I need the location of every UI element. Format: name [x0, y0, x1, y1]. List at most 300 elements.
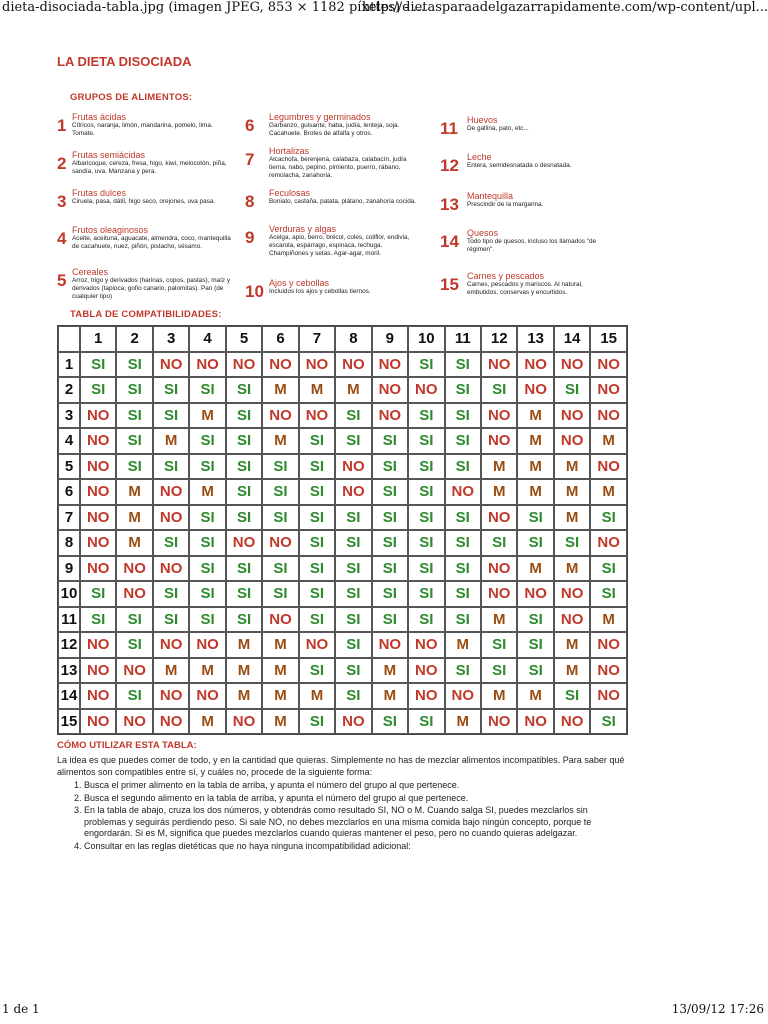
- compat-cell: SI: [189, 428, 225, 454]
- table-row: [58, 428, 627, 454]
- compat-cell: SI: [517, 658, 553, 684]
- column-header: 4: [189, 326, 225, 352]
- compat-cell: SI: [517, 607, 553, 633]
- compat-cell: SI: [517, 530, 553, 556]
- group-name: Frutos oleaginosos: [72, 225, 149, 235]
- compat-cell: SI: [408, 403, 444, 429]
- compat-cell: NO: [335, 454, 371, 480]
- compat-cell: SI: [189, 581, 225, 607]
- compat-cell: NO: [481, 428, 517, 454]
- compat-cell: NO: [481, 709, 517, 735]
- group-name: Huevos: [467, 115, 498, 125]
- group-description: Garbanzo, guisante, haba, judía, lenteja, soja. Cacahuete. Brotes de alfalfa y otros.: [269, 122, 400, 137]
- compat-cell: SI: [335, 683, 371, 709]
- table-header-row: [58, 326, 627, 352]
- footer-page: 1 de 1: [2, 1002, 40, 1016]
- compat-cell: SI: [335, 607, 371, 633]
- compat-cell: SI: [153, 454, 189, 480]
- compat-cell: M: [262, 658, 298, 684]
- compat-cell: M: [189, 403, 225, 429]
- compat-cell: SI: [153, 403, 189, 429]
- group-number: 9: [245, 228, 255, 247]
- compat-cell: M: [481, 479, 517, 505]
- group-description: Todo tipo de quesos, incluso los llamados "de régimen".: [467, 238, 597, 253]
- compat-cell: NO: [445, 479, 481, 505]
- column-header: 9: [372, 326, 408, 352]
- group-name: Feculosas: [269, 188, 311, 198]
- compat-cell: SI: [372, 505, 408, 531]
- step-item: 2. Busca el segundo alimento en la tabla de arriba, y apunta el número del grupo al que pertenece.: [84, 793, 627, 805]
- group-description: Incluidos los ajos y cebollas tiernos.: [269, 288, 371, 295]
- step-item: 4. Consultar en las reglas dietéticas que no haya ninguna incompatibilidad adicional:: [84, 841, 627, 853]
- compat-cell: SI: [590, 556, 627, 582]
- group-description: Prescindir de la margarina.: [467, 201, 544, 208]
- how-to-section: [57, 740, 627, 853]
- compat-cell: NO: [153, 352, 189, 378]
- row-header: 13: [58, 658, 80, 684]
- column-header: 1: [80, 326, 116, 352]
- row-header: 8: [58, 530, 80, 556]
- compat-cell: SI: [189, 556, 225, 582]
- compat-cell: NO: [226, 530, 262, 556]
- compat-cell: SI: [226, 454, 262, 480]
- compat-cell: SI: [189, 607, 225, 633]
- group-name: Frutas dulces: [72, 188, 127, 198]
- compat-cell: SI: [116, 403, 152, 429]
- compat-cell: NO: [153, 709, 189, 735]
- compat-cell: NO: [80, 556, 116, 582]
- table-row: [58, 403, 627, 429]
- compat-cell: SI: [262, 454, 298, 480]
- compat-cell: SI: [408, 505, 444, 531]
- compat-cell: SI: [481, 658, 517, 684]
- compat-cell: NO: [517, 581, 553, 607]
- compat-cell: SI: [262, 581, 298, 607]
- compat-cell: SI: [189, 454, 225, 480]
- row-header: 6: [58, 479, 80, 505]
- compat-cell: NO: [335, 479, 371, 505]
- compat-cell: SI: [590, 505, 627, 531]
- compat-cell: SI: [299, 505, 335, 531]
- compat-cell: SI: [116, 632, 152, 658]
- compat-cell: NO: [153, 556, 189, 582]
- compat-cell: NO: [299, 352, 335, 378]
- group-name: Hortalizas: [269, 146, 310, 156]
- compat-cell: NO: [80, 505, 116, 531]
- compat-cell: NO: [554, 581, 590, 607]
- group-number: 6: [245, 116, 255, 135]
- compat-cell: SI: [372, 454, 408, 480]
- compat-cell: SI: [335, 403, 371, 429]
- how-to-steps: [57, 780, 627, 852]
- compat-cell: SI: [335, 428, 371, 454]
- compat-cell: SI: [408, 556, 444, 582]
- compat-cell: NO: [590, 403, 627, 429]
- compat-cell: NO: [80, 530, 116, 556]
- compat-cell: SI: [262, 556, 298, 582]
- group-number: 7: [245, 150, 255, 169]
- compat-cell: M: [554, 556, 590, 582]
- compat-cell: M: [262, 683, 298, 709]
- column-header: 14: [554, 326, 590, 352]
- compat-cell: M: [554, 632, 590, 658]
- row-header: 4: [58, 428, 80, 454]
- compat-cell: SI: [226, 505, 262, 531]
- step-item: 1. Busca el primer alimento en la tabla de arriba, y apunta el número del grupo al que pertenece.: [84, 780, 627, 792]
- table-row: [58, 454, 627, 480]
- row-header: 15: [58, 709, 80, 735]
- group-description: Alcachofa, berenjena, calabaza, calabacín, judía tierna, nabo, pepino, pimiento, puerro, rábano, remolacha, zanahoria.: [269, 156, 407, 179]
- header-url: http://dietasparaadelgazarrapidamente.com/wp-content/upl...: [361, 0, 768, 15]
- compat-cell: SI: [299, 454, 335, 480]
- compat-cell: SI: [517, 505, 553, 531]
- compat-cell: NO: [517, 377, 553, 403]
- compat-cell: SI: [80, 377, 116, 403]
- group-number: 3: [57, 192, 67, 211]
- compat-cell: M: [554, 505, 590, 531]
- compat-cell: NO: [153, 632, 189, 658]
- compat-cell: NO: [590, 658, 627, 684]
- compat-cell: SI: [153, 607, 189, 633]
- group-name: Ajos y cebollas: [269, 278, 330, 288]
- compat-cell: SI: [153, 530, 189, 556]
- compat-cell: SI: [554, 683, 590, 709]
- compat-cell: M: [554, 658, 590, 684]
- compat-cell: NO: [408, 683, 444, 709]
- compat-cell: SI: [445, 428, 481, 454]
- compat-cell: NO: [408, 632, 444, 658]
- compat-cell: M: [299, 683, 335, 709]
- group-description: Albaricoque, cereza, fresa, higo, kiwi, melocotón, piña, sandía, uva. Manzana y pera.: [72, 160, 227, 175]
- compat-cell: SI: [116, 683, 152, 709]
- compat-cell: NO: [372, 352, 408, 378]
- table-row: [58, 709, 627, 735]
- compat-cell: SI: [335, 556, 371, 582]
- how-to-heading: CÓMO UTILIZAR ESTA TABLA:: [57, 740, 197, 751]
- compat-cell: NO: [116, 658, 152, 684]
- compat-cell: NO: [372, 403, 408, 429]
- group-number: 4: [57, 229, 67, 248]
- compat-cell: M: [517, 683, 553, 709]
- table-row: [58, 556, 627, 582]
- table-row: [58, 607, 627, 633]
- compat-cell: NO: [590, 530, 627, 556]
- compat-cell: NO: [153, 479, 189, 505]
- compat-cell: SI: [445, 352, 481, 378]
- compat-cell: SI: [445, 658, 481, 684]
- row-header: 9: [58, 556, 80, 582]
- compat-cell: SI: [262, 479, 298, 505]
- compat-cell: NO: [481, 352, 517, 378]
- compat-cell: SI: [299, 607, 335, 633]
- group-name: Frutas semiácidas: [72, 150, 146, 160]
- compat-cell: NO: [335, 709, 371, 735]
- compat-cell: SI: [189, 377, 225, 403]
- browser-print-footer: [0, 1002, 768, 1018]
- compat-cell: NO: [80, 479, 116, 505]
- compat-cell: SI: [80, 581, 116, 607]
- column-header: 6: [262, 326, 298, 352]
- compat-cell: M: [481, 607, 517, 633]
- group-number: 13: [440, 195, 459, 214]
- compat-cell: SI: [116, 352, 152, 378]
- compat-cell: NO: [226, 352, 262, 378]
- compat-cell: SI: [335, 632, 371, 658]
- group-name: Cereales: [72, 267, 109, 277]
- compat-cell: M: [372, 683, 408, 709]
- compat-cell: NO: [590, 377, 627, 403]
- compat-cell: SI: [481, 632, 517, 658]
- compat-cell: SI: [372, 556, 408, 582]
- group-number: 10: [245, 282, 264, 301]
- group-name: Carnes y pescados: [467, 271, 545, 281]
- compat-cell: SI: [372, 428, 408, 454]
- compat-cell: NO: [299, 632, 335, 658]
- table-row: [58, 352, 627, 378]
- group-name: Verduras y algas: [269, 224, 337, 234]
- compat-cell: SI: [299, 658, 335, 684]
- group-description: Arroz, trigo y derivados (harinas, copos, pastas), maíz y derivados (tapioca, gofio canario, palomitas). Pan (de cualquier tipo): [72, 277, 231, 300]
- compat-cell: NO: [408, 658, 444, 684]
- compat-cell: M: [554, 479, 590, 505]
- compat-cell: NO: [372, 377, 408, 403]
- compat-cell: SI: [408, 709, 444, 735]
- compat-cell: SI: [80, 352, 116, 378]
- group-name: Legumbres y germinados: [269, 112, 371, 122]
- table-row: [58, 479, 627, 505]
- compat-cell: SI: [116, 607, 152, 633]
- compat-cell: SI: [153, 377, 189, 403]
- compat-cell: SI: [445, 530, 481, 556]
- compat-cell: M: [517, 556, 553, 582]
- row-header: 5: [58, 454, 80, 480]
- group-description: Cítricos, naranja, limón, mandarina, pomelo, lima. Tomate.: [72, 122, 213, 137]
- compat-cell: SI: [445, 556, 481, 582]
- group-description: Ciruela, pasa, dátil, higo seco, orejones, uva pasa.: [72, 198, 216, 205]
- compat-cell: SI: [226, 403, 262, 429]
- row-header: 2: [58, 377, 80, 403]
- compat-cell: SI: [116, 377, 152, 403]
- compat-cell: SI: [299, 428, 335, 454]
- compat-cell: NO: [116, 556, 152, 582]
- compat-cell: SI: [226, 556, 262, 582]
- group-name: Leche: [467, 152, 492, 162]
- column-header: 11: [445, 326, 481, 352]
- column-header: 2: [116, 326, 152, 352]
- compat-cell: SI: [554, 530, 590, 556]
- compat-cell: SI: [226, 377, 262, 403]
- group-name: Frutas ácidas: [72, 112, 127, 122]
- compat-cell: SI: [372, 479, 408, 505]
- compat-cell: NO: [590, 683, 627, 709]
- compat-cell: SI: [372, 607, 408, 633]
- compat-cell: SI: [481, 377, 517, 403]
- compat-cell: M: [262, 632, 298, 658]
- compat-cell: M: [299, 377, 335, 403]
- compat-cell: M: [517, 454, 553, 480]
- compat-cell: SI: [116, 428, 152, 454]
- compat-cell: M: [590, 607, 627, 633]
- compat-cell: SI: [481, 530, 517, 556]
- compat-cell: NO: [481, 505, 517, 531]
- table-row: [58, 632, 627, 658]
- compat-cell: NO: [481, 403, 517, 429]
- compat-cell: M: [226, 683, 262, 709]
- compat-cell: M: [262, 428, 298, 454]
- compat-cell: NO: [262, 352, 298, 378]
- header-title: dieta-disociada-tabla.jpg (imagen JPEG, 853 × 1182 píxeles) - ...: [2, 0, 426, 15]
- compat-cell: SI: [590, 709, 627, 735]
- compat-cell: M: [116, 530, 152, 556]
- compat-cell: SI: [116, 454, 152, 480]
- compat-cell: SI: [372, 530, 408, 556]
- compat-cell: SI: [445, 403, 481, 429]
- compat-cell: NO: [372, 632, 408, 658]
- compat-cell: M: [481, 683, 517, 709]
- compat-cell: M: [445, 709, 481, 735]
- compat-cell: NO: [80, 658, 116, 684]
- compat-cell: M: [262, 377, 298, 403]
- compat-cell: NO: [80, 632, 116, 658]
- compat-cell: NO: [80, 428, 116, 454]
- compat-cell: SI: [408, 428, 444, 454]
- row-header: 12: [58, 632, 80, 658]
- footer-date: 13/09/12 17:26: [671, 1002, 764, 1016]
- compat-cell: NO: [262, 607, 298, 633]
- compat-cell: NO: [262, 530, 298, 556]
- row-header: 7: [58, 505, 80, 531]
- column-header: 3: [153, 326, 189, 352]
- group-number: 11: [440, 119, 458, 138]
- compat-cell: M: [153, 658, 189, 684]
- table-row: [58, 377, 627, 403]
- compat-cell: SI: [408, 607, 444, 633]
- compat-cell: M: [189, 658, 225, 684]
- group-number: 15: [440, 275, 459, 294]
- compat-cell: SI: [590, 581, 627, 607]
- group-number: 5: [57, 271, 67, 290]
- group-description: Acelga, apio, berro, brécol, coles, coliflor, endivia, escarola, espárrago, espinaca, lechuga. Champiñones y setas. Agar-agar, moril.: [269, 234, 410, 257]
- compat-cell: M: [481, 454, 517, 480]
- compat-cell: M: [590, 479, 627, 505]
- compat-cell: SI: [226, 607, 262, 633]
- how-to-intro: La idea es que puedes comer de todo, y en la cantidad que quieras. Simplemente no has de mezclar alimentos incompatibles. Para saber qué alimentos son compatibles entre sí, y cuáles no, procede de la siguiente forma:: [57, 755, 625, 777]
- compat-cell: SI: [335, 658, 371, 684]
- compat-cell: M: [590, 428, 627, 454]
- row-header: 14: [58, 683, 80, 709]
- compat-cell: NO: [445, 683, 481, 709]
- compat-cell: NO: [554, 428, 590, 454]
- compat-cell: NO: [299, 403, 335, 429]
- row-header: 3: [58, 403, 80, 429]
- compat-cell: M: [116, 505, 152, 531]
- compat-cell: SI: [335, 530, 371, 556]
- compat-cell: M: [226, 632, 262, 658]
- column-header: 7: [299, 326, 335, 352]
- compat-cell: M: [554, 454, 590, 480]
- group-description: Entera, semidesnatada o desnatada.: [467, 162, 572, 169]
- table-row: [58, 581, 627, 607]
- page-title: LA DIETA DISOCIADA: [57, 54, 192, 69]
- compat-cell: M: [226, 658, 262, 684]
- compat-cell: NO: [554, 403, 590, 429]
- compat-cell: M: [517, 479, 553, 505]
- compat-cell: NO: [554, 607, 590, 633]
- table-row: [58, 530, 627, 556]
- table-row: [58, 658, 627, 684]
- group-number: 2: [57, 154, 67, 173]
- group-name: Quesos: [467, 228, 499, 238]
- compat-cell: NO: [481, 581, 517, 607]
- compat-cell: M: [517, 428, 553, 454]
- compat-cell: SI: [445, 377, 481, 403]
- compat-cell: SI: [299, 581, 335, 607]
- compat-cell: SI: [189, 505, 225, 531]
- compat-cell: M: [372, 658, 408, 684]
- compat-cell: SI: [226, 428, 262, 454]
- compat-cell: NO: [153, 505, 189, 531]
- compat-cell: SI: [517, 632, 553, 658]
- compat-cell: NO: [554, 352, 590, 378]
- compat-cell: SI: [226, 581, 262, 607]
- compat-cell: M: [517, 403, 553, 429]
- corner-cell: [58, 326, 80, 352]
- compat-cell: SI: [372, 709, 408, 735]
- compat-cell: SI: [408, 479, 444, 505]
- compat-cell: NO: [80, 683, 116, 709]
- compat-cell: M: [116, 479, 152, 505]
- compat-cell: SI: [445, 581, 481, 607]
- row-header: 10: [58, 581, 80, 607]
- compat-cell: SI: [554, 377, 590, 403]
- compat-cell: SI: [299, 530, 335, 556]
- browser-print-header: [0, 0, 768, 18]
- compat-cell: NO: [554, 709, 590, 735]
- group-description: Boniato, castaña, patata, plátano, zanahoria cocida.: [269, 198, 417, 205]
- compat-cell: SI: [189, 530, 225, 556]
- compat-cell: NO: [189, 352, 225, 378]
- column-header: 12: [481, 326, 517, 352]
- compat-cell: SI: [445, 607, 481, 633]
- compat-cell: NO: [590, 632, 627, 658]
- compat-cell: NO: [80, 709, 116, 735]
- compat-cell: NO: [335, 352, 371, 378]
- column-header: 8: [335, 326, 371, 352]
- compat-cell: NO: [262, 403, 298, 429]
- compat-cell: M: [262, 709, 298, 735]
- compat-cell: SI: [372, 581, 408, 607]
- compat-cell: SI: [408, 352, 444, 378]
- compat-cell: SI: [153, 581, 189, 607]
- compat-cell: SI: [335, 581, 371, 607]
- compat-cell: NO: [408, 377, 444, 403]
- compat-cell: SI: [299, 556, 335, 582]
- compat-cell: SI: [299, 709, 335, 735]
- compat-cell: M: [153, 428, 189, 454]
- column-header: 15: [590, 326, 627, 352]
- group-name: Mantequilla: [467, 191, 514, 201]
- compat-cell: SI: [80, 607, 116, 633]
- compat-cell: NO: [517, 352, 553, 378]
- compat-cell: SI: [408, 581, 444, 607]
- group-number: 14: [440, 232, 459, 251]
- compat-cell: NO: [116, 709, 152, 735]
- compat-cell: NO: [590, 454, 627, 480]
- compat-cell: NO: [590, 352, 627, 378]
- compat-cell: SI: [335, 505, 371, 531]
- group-number: 8: [245, 192, 255, 211]
- compat-cell: NO: [481, 556, 517, 582]
